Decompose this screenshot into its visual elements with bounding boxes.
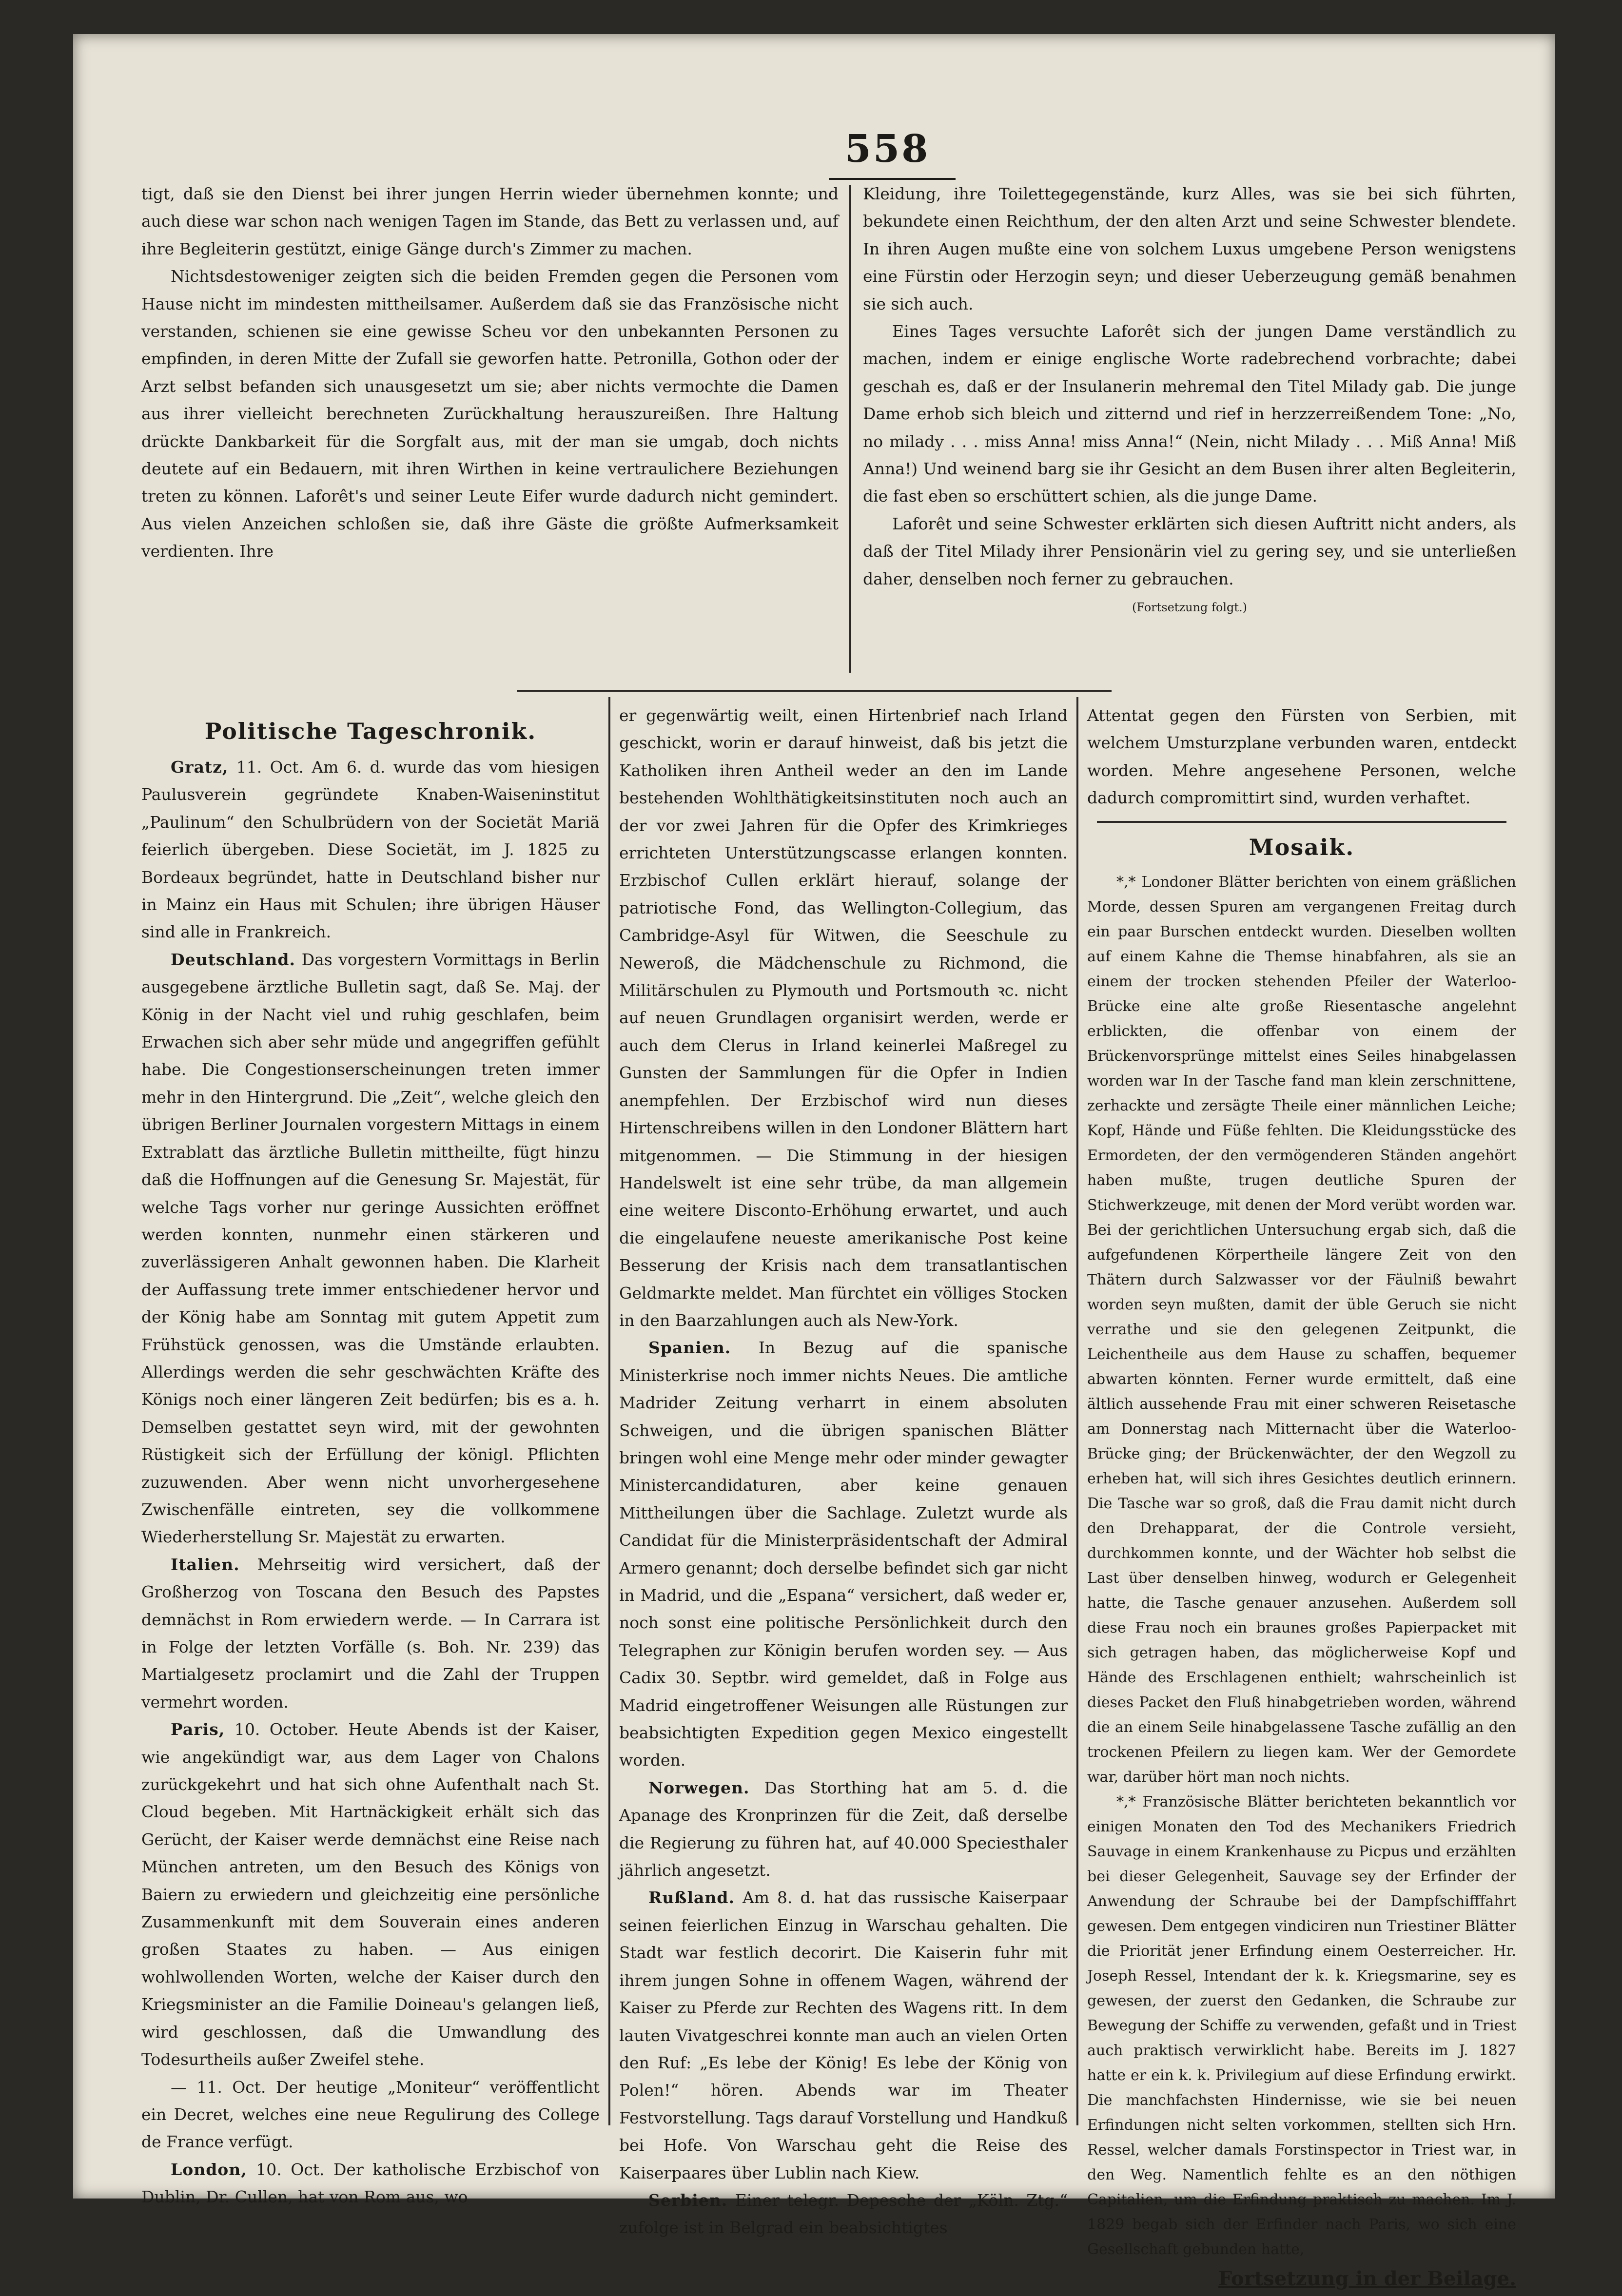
news-item	[141, 1551, 600, 1716]
news-dateline: Serbien.	[648, 2190, 728, 2210]
section-divider	[517, 690, 1112, 692]
news-item	[141, 2074, 600, 2156]
news-text: — 11. Oct. Der heutige „Moniteur“ veröffentlicht ein Decret, welches eine neue Regulirung des College de France verfügt.	[141, 2077, 600, 2152]
news-text: 10. October. Heute Abends ist der Kaiser, wie angekündigt war, aus dem Lager von Chalons zurückgekehrt und hat sich ohne Aufenthalt nach St. Cloud begeben. Mit Hartnäckigkeit erhält sich das Gerücht, der Kaiser werde demnächst eine Reise nach München antreten, um den Besuch des Königs von Baiern zu erwiedern und gleichzeitig eine persönliche Zusammenkunft mit dem Souverain eines anderen großen Staates zu haben. — Aus einigen wohlwollenden Worten, welche der Kaiser durch den Kriegsminister an die Familie Doineau's gelangen ließ, wird geschlossen, daß die Umwandlung des Todesurtheils außer Zweifel stehe.	[141, 1720, 600, 2069]
news-dateline: London,	[171, 2160, 247, 2179]
chronik-column-3	[1087, 702, 1516, 2290]
news-dateline: Spanien.	[648, 1338, 731, 1358]
news-text: er gegenwärtig weilt, einen Hirtenbrief nach Irland geschickt, worin er darauf hinweist, daß bis jetzt die Katholiken ihren Antheil weder an den im Lande bestehenden Wohlthätigkeitsinstituten noch auch an der vor zwei Jahren für die Opfer des Krimkrieges errichteten Unterstützungscasse erlangen konnten. Erzbischof Cullen erklärt hierauf, solange der patriotische Fond, das Wellington-Collegium, das Cambridge-Asyl für Witwen, die Seeschule zu Neweroß, die Mädchenschule zu Richmond, die Militärschulen zu Plymouth und Portsmouth ꝛc. nicht auf neuen Grundlagen organisirt werden, werde er auch dem Clerus in Irland keinerlei Maßregel zu Gunsten der Sammlungen für die Opfer in Indien anempfehlen. Der Erzbischof wird nun dieses Hirtenschreibens willen in den Londoner Blättern hart mitgenommen. — Die Stimmung in der hiesigen Handelswelt ist eine sehr trübe, da man allgemein eine weitere Disconto-Erhöhung erwartet, und auch die eingelaufene neueste amerikanische Post keine Besserung der Krisis nach dem transatlantischen Geldmarkte meldet. Man fürchtet ein völliges Stocken in den Baarzahlungen auch als New-York.	[619, 706, 1068, 1330]
mosaik-item: *,* Londoner Blätter berichten von einem gräßlichen Morde, dessen Spuren am vergangenen Freitag durch ein paar Burschen entdeckt wurden. Dieselben wollten auf einem Kahne die Themse hinabfahren, als sie an einem der trocken stehenden Pfeiler der Waterloo-Brücke eine alte große Riesentasche angelehnt erblickten, die offenbar von einem der Brückenvorsprünge mittelst eines Seiles hinabgelassen worden war In der Tasche fand man klein zerschnittene, zerhackte und zersägte Theile einer männlichen Leiche; Kopf, Hände und Füße fehlten. Die Kleidungsstücke des Ermordeten, der den vermögenderen Ständen angehört haben mußte, trugen deutliche Spuren der Stichwerkzeuge, mit denen der Mord verübt worden war. Bei der gerichtlichen Untersuchung ergab sich, daß die aufgefundenen Körpertheile längere Zeit von den Thätern durch Salzwasser vor der Fäulniß bewahrt worden seyn mußten, damit der üble Geruch sie nicht verrathe und sie den gelegenen Zeitpunkt, die Leichentheile aus dem Hause zu schaffen, bequemer abwarten könnten. Ferner wurde ermittelt, daß eine ältlich aussehende Frau mit einer schweren Reisetasche am Donnerstag nach Mitternacht über die Waterloo-Brücke ging; der Brückenwächter, der den Wegzoll zu erheben hat, will sich ihres Gesichtes deutlich erinnern. Die Tasche war so groß, daß die Frau damit nicht durch den Drehapparat, der die Controle versieht, durchkommen konnte, und der Wächter hob selbst die Last über denselben hinweg, wodurch er Gelegenheit hatte, die Tasche genauer anzusehen. Außerdem soll diese Frau noch ein braunes großes Papierpacket mit sich getragen haben, das möglicherweise Kopf und Hände des Erschlagenen enthielt; wahrscheinlich ist dieses Packet den Fluß hinabgetrieben worden, während die an einem Seile hinabgelassene Tasche zufällig an den trockenen Pfeilern zu liegen kam. Wer der Gemordete war, darüber hört man noch nichts.	[1087, 873, 1516, 1786]
column-divider	[608, 697, 610, 2125]
news-item	[141, 754, 600, 946]
news-text: 11. Oct. Am 6. d. wurde das vom hiesigen Paulusverein gegründete Knaben-Waiseninstitut „Paulinum“ den Schulbrüdern von der Societät Mariä feierlich übergeben. Diese Societät, im J. 1825 zu Bordeaux begründet, hatte in Deutschland bisher nur in Mainz ein Haus mit Schulen; ihre übrigen Häuser sind alle in Frankreich.	[141, 758, 600, 942]
news-item	[619, 1334, 1068, 1774]
continuation-note: (Fortsetzung folgt.)	[1132, 601, 1247, 615]
news-item	[141, 2156, 600, 2211]
story-paragraph: Laforêt und seine Schwester erklärten sich diesen Auftritt nicht anders, als daß der Titel Milady ihrer Pensionärin viel zu gering sey, und sie unterließen daher, denselben noch ferner zu gebrauchen.	[863, 514, 1516, 588]
news-item	[141, 946, 600, 1551]
story-paragraph: Nichtsdestoweniger zeigten sich die beiden Fremden gegen die Personen vom Hause nicht im mindesten mittheilsamer. Außerdem daß sie das Französische nicht verstanden, schienen sie eine gewisse Scheu vor den unbekannten Personen zu empfinden, in deren Mitte der Zufall sie geworfen hatte. Petronilla, Gothon oder der Arzt selbst befanden sich unausgesetzt um sie; aber nichts vermochte die Damen aus ihrer vielleicht berechneten Zurückhaltung herauszureißen. Ihre Haltung drückte Dankbarkeit für die Sorgfalt aus, mit der man sie umgab, doch nichts deutete auf ein Bedauern, mit ihren Wirthen in keine vertraulichere Beziehungen treten zu können. Laforêt's und seiner Leute Eifer wurde dadurch nicht gemindert. Aus vielen Anzeichen schloßen sie, daß ihre Gäste die größte Aufmerksamkeit verdienten. Ihre	[141, 267, 839, 561]
news-item	[619, 1884, 1068, 2186]
news-text: Das Storthing hat am 5. d. die Apanage des Kronprinzen für die Zeit, daß derselbe die Regierung zu führen hat, auf 40.000 Speciesthaler jährlich angesetzt.	[619, 1778, 1068, 1880]
news-dateline: Rußland.	[648, 1888, 735, 1907]
news-text: Einer telegr. Depesche der „Köln. Ztg.“ zufolge ist in Belgrad ein beabsichtigtes	[619, 2190, 1068, 2238]
chronik-column-2	[619, 702, 1068, 2238]
news-item	[619, 1774, 1068, 1885]
newspaper-page	[73, 34, 1555, 2290]
column-divider	[849, 185, 851, 673]
news-text: 10. Oct. Der katholische Erzbischof von Dublin, Dr. Cullen, hat von Rom aus, wo	[141, 2160, 600, 2207]
story-paragraph: Eines Tages versuchte Laforêt sich der jungen Dame verständlich zu machen, indem er einige englische Worte radebrechend vorbrachte; dabei geschah es, daß er der Insulanerin mehremal den Titel Milady gab. Die junge Dame erhob sich bleich und zitternd und rief in herzzerreißendem Tone: „No, no milady . . . miss Anna! miss Anna!“ (Nein, nicht Milady . . . Miß Anna! Miß Anna!) Und weinend barg sie ihr Gesicht an dem Busen ihrer alten Begleiterin, die fast eben so erschüttert schien, als die junge Dame.	[863, 322, 1516, 506]
news-item	[619, 2187, 1068, 2242]
mosaik-item: *,* Französische Blätter berichteten bekanntlich vor einigen Monaten den Tod des Mechanikers Friedrich Sauvage in einem Krankenhause zu Picpus und erzählten bei dieser Gelegenheit, Sauvage sey der Erfinder der Anwendung der Schraube bei der Dampfschifffahrt gewesen. Dem entgegen vindiciren nun Triestiner Blätter die Priorität jener Erfindung einem Oesterreicher. Hr. Joseph Ressel, Intendant der k. k. Kriegsmarine, sey es gewesen, der zuerst den Gedanken, die Schraube zur Bewegung der Schiffe zu verwenden, gefaßt und in Triest auch praktisch verwirklicht habe. Bereits im J. 1827 hatte er ein k. k. Privilegium auf diese Erfindung erwirkt. Die manchfachsten Hindernisse, wie sie bei neuen Erfindungen nicht selten vorkommen, stellten sich Hrn. Ressel, welcher damals Forstinspector in Triest war, in den Weg. Namentlich fehlte es an den nöthigen Capitalien, um die Erfindung praktisch zu machen. Im J. 1829 begab sich der Erfinder nach Paris, wo sich eine Gesellschaft gebunden hatte,	[1087, 1793, 1516, 2258]
story-column-right	[863, 180, 1516, 707]
column-divider	[1076, 697, 1078, 2125]
story-paragraph: Kleidung, ihre Toilettegegenstände, kurz Alles, was sie bei sich führten, bekundete einen Reichthum, der den alten Arzt und seine Schwester blendete. In ihren Augen mußte eine von solchem Luxus umgebene Person wenigstens eine Fürstin oder Herzogin seyn; und dieser Ueberzeugung gemäß benahmen sie sich auch.	[863, 184, 1516, 313]
page-number: 558	[844, 127, 930, 171]
news-item	[141, 1716, 600, 2073]
news-dateline: Paris,	[171, 1720, 225, 1739]
page-number-rule	[829, 178, 956, 180]
news-text: In Bezug auf die spanische Ministerkrise noch immer nichts Neues. Die amtliche Madrider Zeitung verharrt in einem absoluten Schweigen, und die übrigen spanischen Blätter bringen wohl eine Menge mehr oder minder gewagter Ministercandidaturen, aber keine genauen Mittheilungen über die Sachlage. Zuletzt wurde als Candidat für die Ministerpräsidentschaft der Admiral Armero genannt; doch derselbe befindet sich gar nicht in Madrid, und die „Espana“ versichert, daß weder er, noch sonst eine politische Persönlichkeit durch den Telegraphen zur Königin berufen worden sey. — Aus Cadix 30. Septbr. wird gemeldet, daß in Folge aus Madrid eingetroffener Weisungen alle Rüstungen zur beabsichtigten Expedition gegen Mexico eingestellt worden.	[619, 1338, 1068, 1770]
beilage-note: Fortsetzung in der Beilage.	[1218, 2267, 1516, 2290]
story-column-left	[141, 180, 839, 687]
news-text: Am 8. d. hat das russische Kaiserpaar seinen feierlichen Einzug in Warschau gehalten. Die Stadt war festlich decorirt. Die Kaiserin fuhr mit ihrem jungen Sohne in offenem Wagen, während der Kaiser zu Pferde zur Rechten des Wagens ritt. In dem lauten Vivatgeschrei konnte man auch an vielen Orten den Ruf: „Es lebe der König! Es lebe der König von Polen!“ hören. Abends war im Theater Festvorstellung. Tags darauf Vorstellung und Handkuß bei Hofe. Von Warschau geht die Reise des Kaiserpaares über Lublin nach Kiew.	[619, 1888, 1068, 2182]
news-dateline: Gratz,	[171, 758, 229, 777]
news-text: Mehrseitig wird versichert, daß der Großherzog von Toscana den Besuch des Papstes demnächst in Rom erwiedern werde. — In Carrara ist in Folge der letzten Vorfälle (s. Boh. Nr. 239) das Martialgesetz proclamirt und die Zahl der Truppen vermehrt worden.	[141, 1555, 600, 1712]
news-dateline: Deutschland.	[171, 950, 295, 969]
chronik-column-1	[141, 707, 600, 2207]
section-divider	[1097, 821, 1506, 823]
story-paragraph: tigt, daß sie den Dienst bei ihrer jungen Herrin wieder übernehmen konnte; und auch diese war schon nach wenigen Tagen im Stande, das Bett zu verlassen und, auf ihre Begleiterin gestützt, einige Gänge durch's Zimmer zu machen.	[141, 184, 839, 258]
news-item	[1087, 702, 1516, 812]
chronik-title: Politische Tageschronik.	[204, 718, 537, 744]
mosaik-title: Mosaik.	[1249, 834, 1355, 860]
news-text: Attentat gegen den Fürsten von Serbien, mit welchem Umsturzplane verbunden waren, entdeckt worden. Mehre angesehene Personen, welche dadurch compromittirt sind, wurden verhaftet.	[1087, 706, 1516, 808]
news-item	[619, 702, 1068, 1334]
news-dateline: Italien.	[171, 1555, 240, 1574]
news-text: Das vorgestern Vormittags in Berlin ausgegebene ärztliche Bulletin sagt, daß Se. Maj. der König in der Nacht viel und ruhig geschlafen, beim Erwachen sich aber sehr müde und angegriffen gefühlt habe. Die Congestionserscheinungen treten immer mehr in den Hintergrund. Die „Zeit“, welche gleich den übrigen Berliner Journalen vorgestern Mittags in einem Extrablatt das ärztliche Bulletin mittheilte, fügt hinzu daß die Hoffnungen auf die Genesung Sr. Majestät, für welche Tags vorher nur geringe Aussichten eröffnet werden konnten, nunmehr einen stärkeren und zuverlässigeren Anhalt gewonnen haben. Die Klarheit der Auffassung trete immer entschiedener hervor und der König habe am Sonntag mit gutem Appetit zum Frühstück genossen, was die Umstände erlaubten. Allerdings werden die sehr geschwächten Kräfte des Königs noch einer längeren Zeit bedürfen; bis es a. h. Demselben gestattet seyn wird, mit der gewohnten Rüstigkeit sich der Erfüllung der königl. Pflichten zuzuwenden. Aber wenn nicht unvorhergesehene Zwischenfälle eintreten, sey die vollkommene Wiederherstellung Sr. Majestät zu erwarten.	[141, 950, 600, 1547]
news-dateline: Norwegen.	[648, 1778, 750, 1797]
